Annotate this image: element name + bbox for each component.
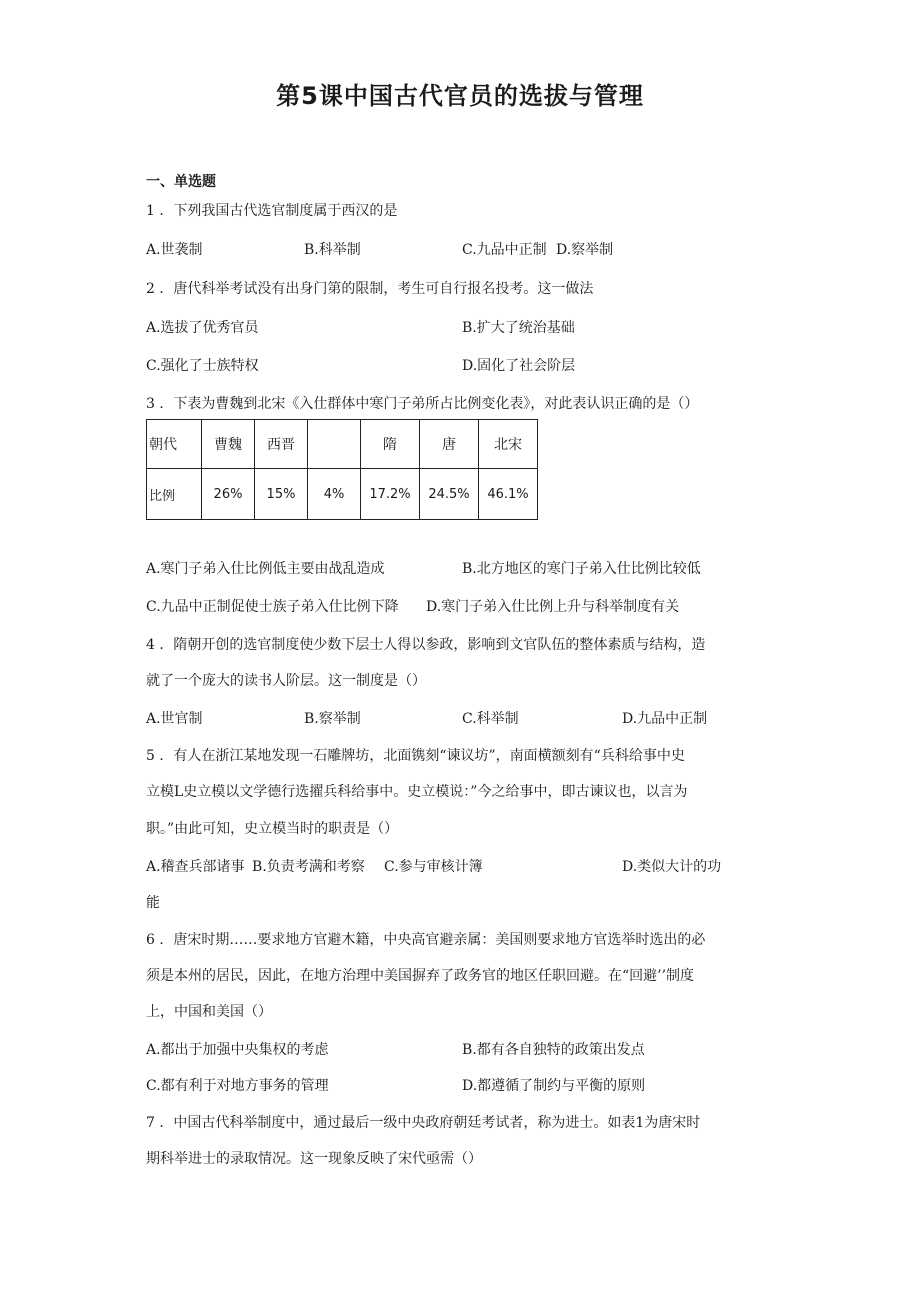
q2-option-d: D.固化了社会阶层: [462, 358, 576, 374]
table-cell: 24.5%: [420, 469, 479, 520]
page-title: 第5课中国古代官员的选拔与管理: [276, 82, 644, 110]
q7-stem-line2: 期科举进士的录取情况。这一现象反映了宋代亟需（）: [146, 1151, 482, 1167]
q1-stem: 1 ．下列我国古代选官制度属于西汉的是: [146, 203, 398, 219]
table-row: [147, 420, 538, 469]
q4-stem-line1: 4 ．隋朝开创的选官制度使少数下层士人得以参政，影响到文官队伍的整体素质与结构，造: [146, 637, 706, 653]
q1-option-a: A.世袭制: [146, 242, 203, 258]
q6-option-b: B.都有各自独特的政策出发点: [462, 1042, 645, 1058]
q5-option-c: C.参与审核计簿: [384, 859, 483, 875]
table-cell: 隋: [361, 420, 420, 469]
table-cell: 46.1%: [479, 469, 538, 520]
q4-option-a: A.世官制: [146, 711, 203, 727]
table-cell: 西晋: [255, 420, 308, 469]
table-value-label: 比例: [147, 469, 202, 520]
q6-stem-line1: 6 ．唐宋时期……要求地方官避木籍，中央高官避亲属：美国则要求地方官选举时选出的必: [146, 932, 706, 948]
q1-option-c: C.九品中正制: [462, 242, 547, 258]
q6-option-d: D.都遵循了制约与平衡的原则: [462, 1078, 646, 1094]
q5-stem-line1: 5 ．有人在浙江某地发现一石雕牌坊，北面镌刻“谏议坊”，南面横额刻有“兵科给事中史: [146, 748, 685, 764]
table-header-label: 朝代: [147, 420, 202, 469]
q3-option-a: A.寒门子弟入仕比例低主要由战乱造成: [146, 561, 385, 577]
q5-stem-line3: 职。”由此可知，史立模当时的职责是（）: [146, 821, 399, 837]
q3-option-c: C.九品中正制促使士族子弟入仕比例下降: [146, 599, 399, 615]
table-cell: 唐: [420, 420, 479, 469]
q3-option-d: D.寒门子弟入仕比例上升与科举制度有关: [426, 599, 680, 615]
table-cell: 17.2%: [361, 469, 420, 520]
table-cell: [308, 420, 361, 469]
q5-stem-line2: 立模L史立模以文学德行选擢兵科给事中。史立模说：”今之给事中，即古谏议也，以言为: [146, 784, 688, 800]
table-cell: 15%: [255, 469, 308, 520]
q5-option-continuation: 能: [146, 895, 160, 911]
q2-option-c: C.强化了士族特权: [146, 358, 259, 374]
table-cell: 26%: [202, 469, 255, 520]
q2-stem: 2 ．唐代科举考试没有出身门第的限制，考生可自行报名投考。这一做法: [146, 281, 594, 297]
table-cell: 4%: [308, 469, 361, 520]
q5-option-b: B.负责考满和考察: [252, 859, 365, 875]
table-cell: 曹魏: [202, 420, 255, 469]
q4-stem-line2: 就了一个庞大的读书人阶层。这一制度是（）: [146, 673, 426, 689]
q6-stem-line3: 上，中国和美国（）: [146, 1004, 272, 1020]
q6-stem-line2: 须是本州的居民，因此，在地方治理中美国摒弃了政务官的地区任职回避。在“回避’’制度: [146, 968, 695, 984]
q5-option-d: D.类似大计的功: [622, 859, 722, 875]
q3-table: [146, 419, 538, 520]
q5-option-a: A.稽查兵部诸事: [146, 859, 245, 875]
table-cell: 北宋: [479, 420, 538, 469]
q2-option-b: B.扩大了统治基础: [462, 320, 575, 336]
q7-stem-line1: 7 ．中国古代科举制度中，通过最后一级中央政府朝廷考试者，称为进士。如表1为唐宋时: [146, 1115, 701, 1131]
q4-option-d: D.九品中正制: [622, 711, 708, 727]
table-row: [147, 469, 538, 520]
q3-stem: 3 ．下表为曹魏到北宋《入仕群体中寒门子弟所占比例变化表》，对此表认识正确的是（）: [146, 396, 699, 412]
q6-option-c: C.都有利于对地方事务的管理: [146, 1078, 329, 1094]
q1-option-d: D.察举制: [556, 242, 614, 258]
q4-option-b: B.察举制: [304, 711, 361, 727]
q4-option-c: C.科举制: [462, 711, 519, 727]
q1-option-b: B.科举制: [304, 242, 361, 258]
q3-option-b: B.北方地区的寒门子弟入仕比例比较低: [462, 561, 701, 577]
q2-option-a: A.选拔了优秀官员: [146, 320, 259, 336]
section-heading: 一、单选题: [146, 174, 216, 190]
q6-option-a: A.都出于加强中央集权的考虑: [146, 1042, 329, 1058]
